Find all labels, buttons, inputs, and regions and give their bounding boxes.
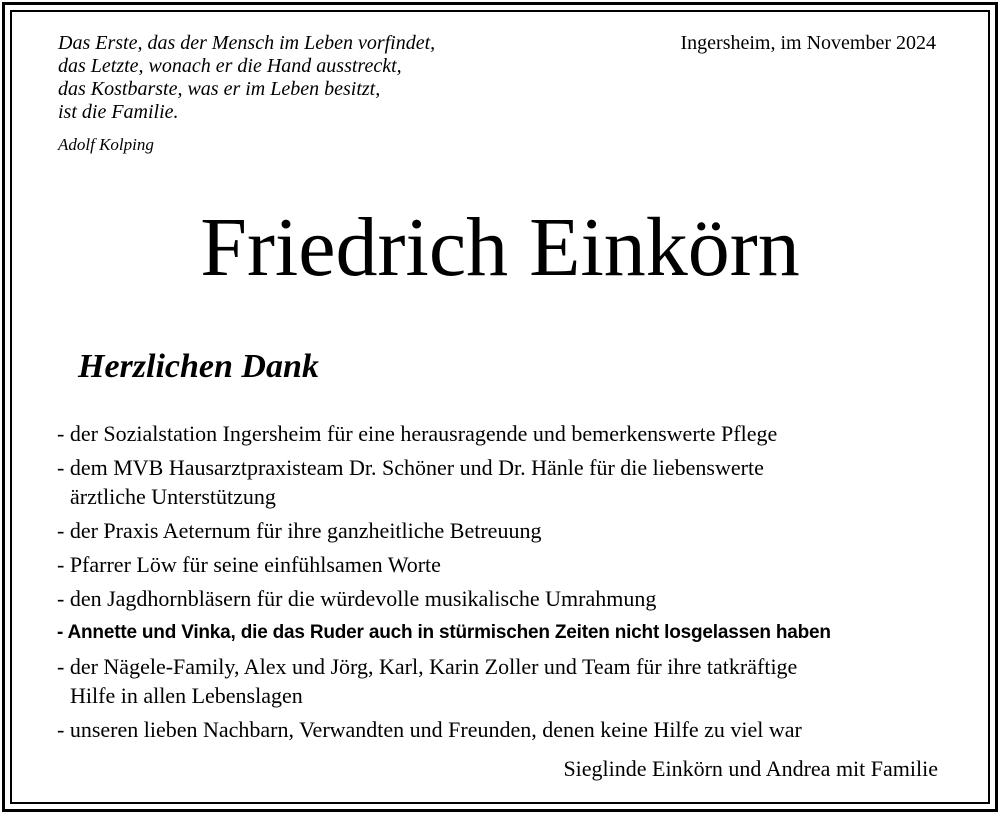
quote-line: ist die Familie. <box>58 101 179 123</box>
list-item: - der Praxis Aeternum für ihre ganzheitliche Betreuung <box>57 518 542 543</box>
thanks-list <box>57 418 957 745</box>
quote-line: Das Erste, das der Mensch im Leben vorfindet, <box>58 32 436 54</box>
list-item-continuation: ärztliche Unterstützung <box>70 484 276 509</box>
signature: Sieglinde Einkörn und Andrea mit Familie <box>563 756 938 781</box>
list-item: - Pfarrer Löw für seine einfühlsamen Worte <box>57 552 441 577</box>
deceased-name: Friedrich Einkörn <box>200 201 800 294</box>
list-item-continuation: Hilfe in allen Lebenslagen <box>70 683 303 708</box>
list-item: - der Sozialstation Ingersheim für eine herausragende und bemerkenswerte Pflege <box>57 421 778 446</box>
list-item: - dem MVB Hausarztpraxisteam Dr. Schöner und Dr. Hänle für die liebenswerte <box>57 455 764 480</box>
quote-line: das Letzte, wonach er die Hand ausstreckt, <box>58 55 402 77</box>
place-date: Ingersheim, im November 2024 <box>680 32 936 54</box>
quote-block <box>58 32 435 124</box>
list-item: - der Nägele-Family, Alex und Jörg, Karl, Karin Zoller und Team für ihre tatkräftige <box>57 654 798 679</box>
quote-author: Adolf Kolping <box>58 135 154 154</box>
list-item: - unseren lieben Nachbarn, Verwandten und Freunden, denen keine Hilfe zu viel war <box>57 717 802 742</box>
thanks-heading: Herzlichen Dank <box>78 348 319 385</box>
list-item: - den Jagdhornbläsern für die würdevolle musikalische Umrahmung <box>57 586 657 611</box>
list-item: - Annette und Vinka, die das Ruder auch in stürmischen Zeiten nicht losgelassen haben <box>57 622 831 643</box>
quote-line: das Kostbarste, was er im Leben besitzt, <box>58 78 381 100</box>
